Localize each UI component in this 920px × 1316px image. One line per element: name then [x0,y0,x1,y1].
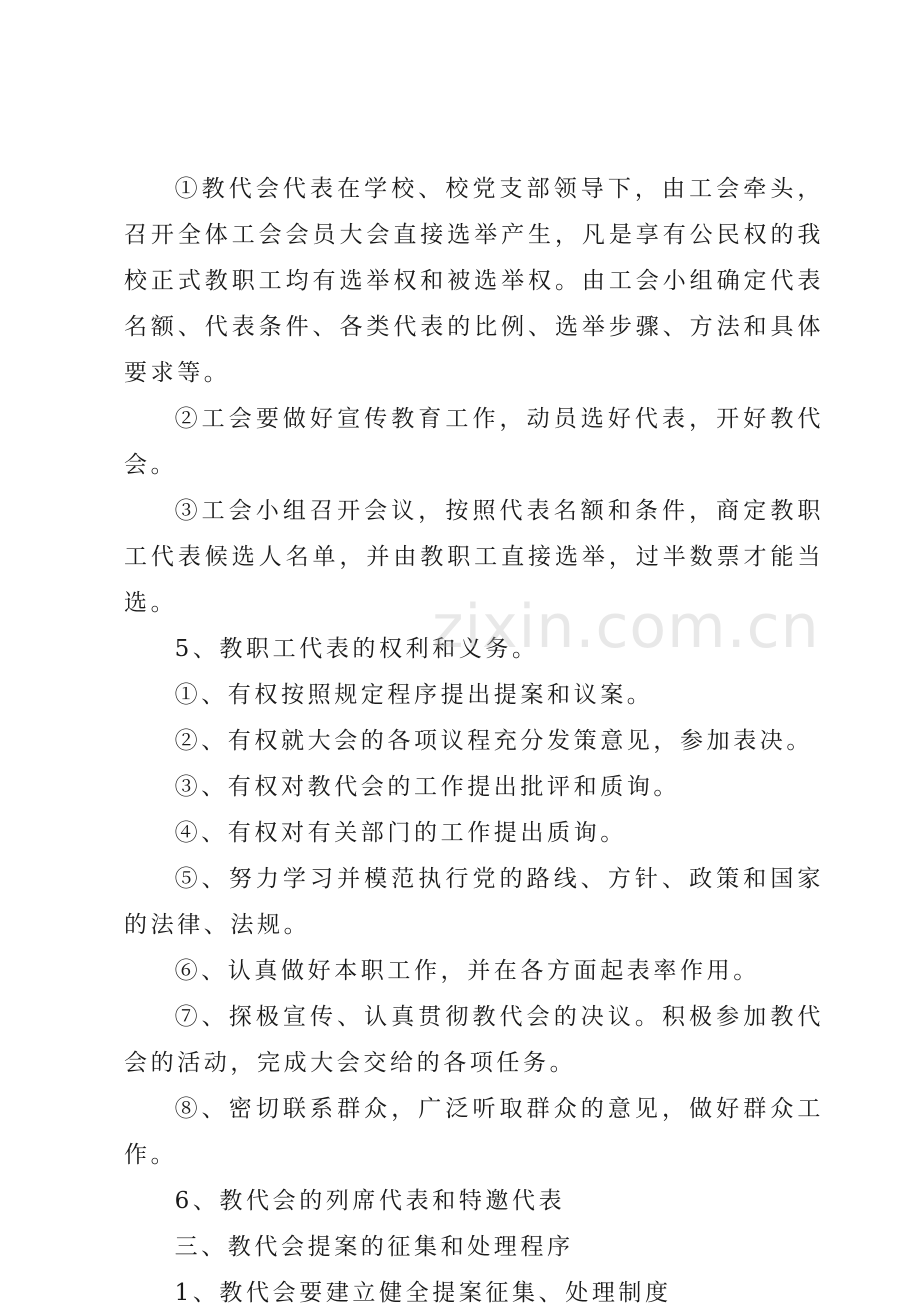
list-item-right-4: ④、有权对有关部门的工作提出质询。 [174,820,627,846]
section-heading-proposals: 三、教代会提案的征集和处理程序 [174,1234,574,1260]
section-heading-proposal-system: 1、教代会要建立健全提案征集、处理制度 [174,1280,672,1306]
list-item-duty-6: ⑥、认真做好本职工作，并在各方面起表率作用。 [174,958,760,984]
list-item-duty-5: ⑤、努力学习并模范执行党的路线、方针、政策和国家的法律、法规。 [124,866,824,938]
section-heading-rights-duties: 5、教职工代表的权利和义务。 [174,636,539,662]
list-item-right-1: ①、有权按照规定程序提出提案和议案。 [174,682,654,708]
document-body [124,166,824,1316]
section-heading-observers: 6、教代会的列席代表和特邀代表 [174,1188,566,1214]
watermark-text: zixin.com.cn [432,592,820,662]
paragraph-union-publicity: ②工会要做好宣传教育工作，动员选好代表，开好教代会。 [124,406,824,478]
list-item-right-2: ②、有权就大会的各项议程充分发策意见，参加表决。 [174,728,813,754]
paragraph-union-group-meeting: ③工会小组召开会议，按照代表名额和条件，商定教职工代表候选人名单，并由教职工直接选举，过半数票才能当选。 [124,498,824,616]
list-item-right-3: ③、有权对教代会的工作提出批评和质询。 [174,774,680,800]
list-item-duty-8: ⑧、密切联系群众，广泛听取群众的意见，做好群众工作。 [124,1096,824,1168]
paragraph-election-method: ①教代会代表在学校、校党支部领导下，由工会牵头，召开全体工会会员大会直接选举产生，凡是享有公民权的我校正式教职工均有选举权和被选举权。由工会小组确定代表名额、代表条件、各类代表的比例、选举步骤、方法和具体要求等。 [124,176,824,386]
list-item-duty-7: ⑦、探极宣传、认真贯彻教代会的决议。积极参加教代会的活动，完成大会交给的各项任务。 [124,1004,824,1076]
